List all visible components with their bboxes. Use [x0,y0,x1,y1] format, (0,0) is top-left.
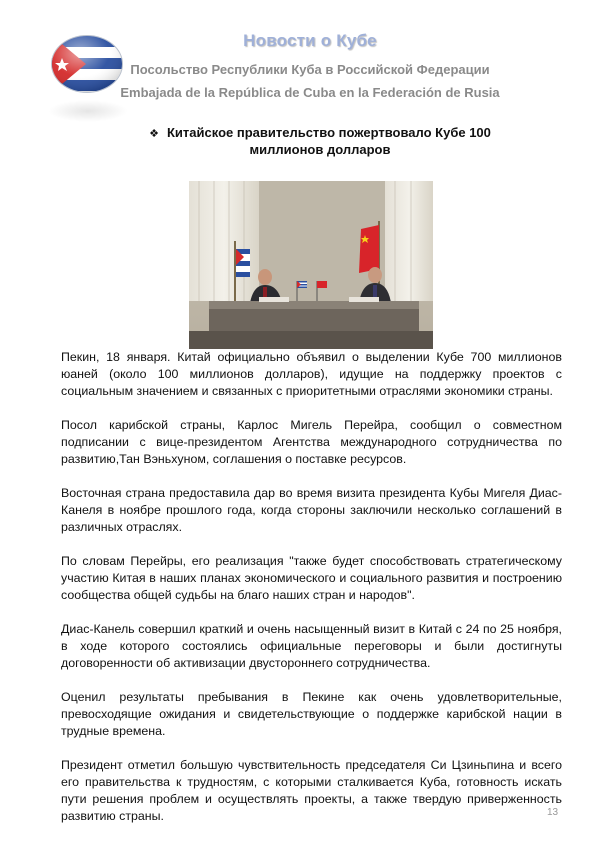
article-paragraph: Посол карибской страны, Карлос Мигель Перейра, сообщил о совместном подписании с вице-президентом Агентства международного сотрудничества по развитию,Тан Вэньхуном, соглашения о поставке ресурсов. [61,418,562,466]
page-number: 13 [547,807,559,818]
article-paragraph: Оценил результаты пребывания в Пекине как очень удовлетворительные, превосходящие ожидания и свидетельствующие о поддержке карибской нации в трудные времена. [61,690,562,738]
signing-ceremony-photo [189,181,433,349]
article-body [61,349,562,842]
logo-shadow [48,100,128,122]
article-paragraph: Президент отметил большую чувствительность председателя Си Цзиньпина и всего его правительства к трудностям, с которыми сталкивается Куба, готовность искать пути решения проблем и осуществлять проекты, а также твердую приверженность развитию страны. [61,758,562,823]
cuban-flag-logo-icon [50,34,124,94]
article-paragraph: Пекин, 18 января. Китай официально объявил о выделении Кубе 700 миллионов юаней (около 100 миллионов долларов), идущие на поддержку проектов с социальным значением и связанных с приоритетными отраслями экономики страны. [61,350,562,398]
article-paragraph: Диас-Канель совершил краткий и очень насыщенный визит в Китай с 24 по 25 ноября, в ходе которого состоялись официальные переговоры и были достигнуты договоренности об активизации двустороннего сотрудничества. [61,622,562,670]
newsletter-title: Новости о Кубе [243,31,377,50]
article-paragraph: Восточная страна предоставила дар во время визита президента Кубы Мигеля Диас-Канеля в ноябре прошлого года, когда стороны заключили несколько соглашений в различных отраслях. [61,486,562,534]
article-headline [120,125,520,157]
embassy-name-spanish: Embajada de la República de Cuba en la Federación de Rusia [120,85,500,100]
headline-text: Китайское правительство пожертвовало Кубе 100 миллионов долларов [166,125,491,157]
diamond-bullet-icon: ❖ [149,128,159,140]
embassy-name-russian: Посольство Республики Куба в Российской Федерации [130,62,490,77]
article-paragraph: По словам Перейры, его реализация "также будет способствовать стратегическому участию Китая в наших планах экономического и социального развития и построению сообщества общей судьбы на благо наших стран и народов". [61,554,562,602]
